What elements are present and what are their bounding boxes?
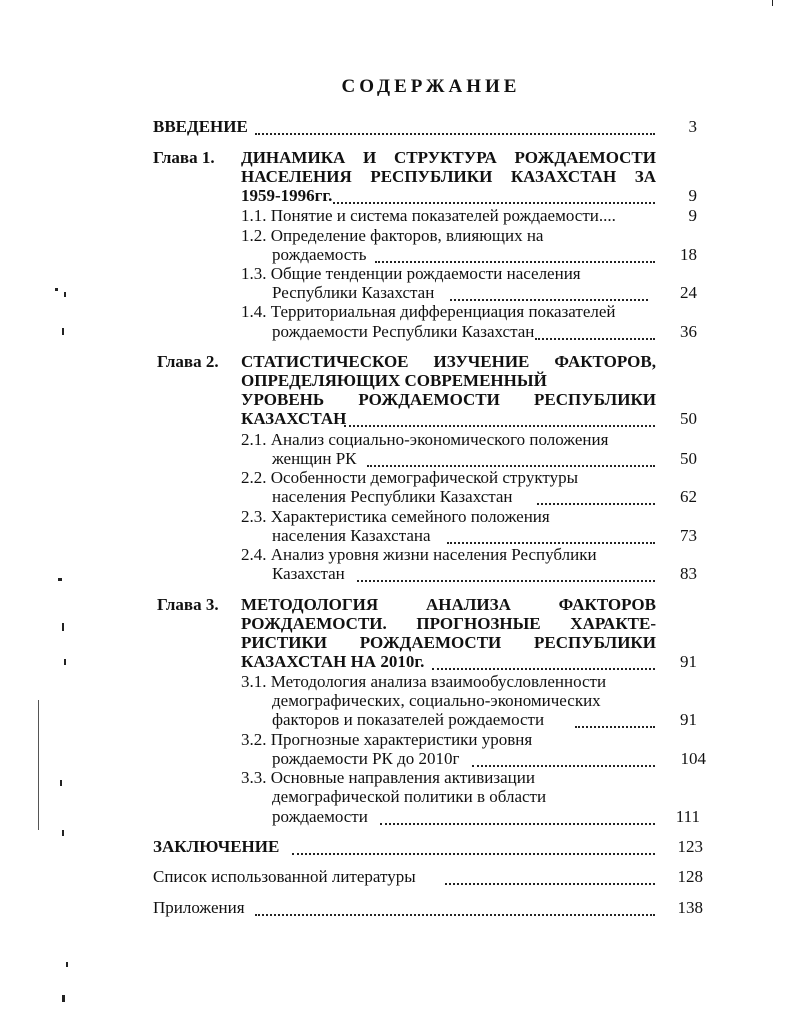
- section-2-1-page: 50: [680, 449, 697, 468]
- dot-leader: [292, 853, 655, 855]
- scan-speck: [62, 328, 64, 335]
- section-2-4-page: 83: [680, 564, 697, 583]
- appendices-page: 138: [677, 898, 703, 917]
- chapter-2-title-line: КАЗАХСТАН: [241, 409, 347, 428]
- chapter-1-title-line: НАСЕЛЕНИЯ РЕСПУБЛИКИ КАЗАХСТАН ЗА: [241, 167, 656, 186]
- dot-leader: [445, 883, 655, 885]
- section-1-2-page: 18: [680, 245, 697, 264]
- section-3-1-cont: демографических, социально-экономических: [272, 691, 601, 710]
- section-1-2: 1.2. Определение факторов, влияющих на: [241, 226, 544, 245]
- intro-page: 3: [688, 117, 697, 136]
- dot-leader: [367, 465, 655, 467]
- dot-leader: [432, 668, 655, 670]
- scan-speck: [62, 830, 64, 836]
- dot-leader: [357, 580, 655, 582]
- chapter-3-title-line: КАЗАХСТАН НА 2010г.: [241, 652, 425, 671]
- section-3-3-page: 111: [675, 807, 700, 826]
- chapter-3-page: 91: [680, 652, 697, 671]
- dot-leader: [344, 425, 655, 427]
- intro-title: ВВЕДЕНИЕ: [153, 117, 248, 136]
- section-1-4: 1.4. Территориальная дифференциация показателей: [241, 302, 616, 321]
- chapter-2-title-line: УРОВЕНЬ РОЖДАЕМОСТИ РЕСПУБЛИКИ: [241, 390, 656, 409]
- section-2-3-page: 73: [680, 526, 697, 545]
- toc-title: СОДЕРЖАНИЕ: [341, 76, 521, 97]
- chapter-1-page: 9: [688, 186, 697, 205]
- chapter-3-title-line: РОЖДАЕМОСТИ. ПРОГНОЗНЫЕ ХАРАКТЕ-: [241, 614, 656, 633]
- section-1-4-page: 36: [680, 322, 697, 341]
- dot-leader: [450, 299, 648, 301]
- dot-leader: [255, 914, 655, 916]
- section-1-1: 1.1. Понятие и система показателей рождаемости....: [241, 206, 616, 225]
- chapter-1-title-line: ДИНАМИКА И СТРУКТУРА РОЖДАЕМОСТИ: [241, 148, 656, 167]
- section-1-4-cont: рождаемости Республики Казахстан: [272, 322, 535, 341]
- scan-speck: [772, 0, 773, 6]
- scan-speck: [58, 578, 62, 581]
- scan-speck: [55, 288, 58, 291]
- scan-speck: [60, 780, 62, 786]
- scan-speck: [64, 292, 66, 297]
- section-1-2-cont: рождаемость: [272, 245, 367, 264]
- section-2-4: 2.4. Анализ уровня жизни населения Республики: [241, 545, 597, 564]
- section-1-3: 1.3. Общие тенденции рождаемости населения: [241, 264, 581, 283]
- chapter-2-page: 50: [680, 409, 697, 428]
- section-1-1-page: 9: [688, 206, 697, 225]
- chapter-3-title-line: РИСТИКИ РОЖДАЕМОСТИ РЕСПУБЛИКИ: [241, 633, 656, 652]
- section-3-1-page: 91: [680, 710, 697, 729]
- section-1-3-page: 24: [680, 283, 697, 302]
- dot-leader: [447, 542, 655, 544]
- scan-speck: [66, 962, 68, 967]
- section-2-2-page: 62: [680, 487, 697, 506]
- section-3-1-cont: факторов и показателей рождаемости: [272, 710, 545, 729]
- scan-speck: [62, 623, 64, 631]
- scan-speck: [64, 659, 66, 665]
- chapter-3-label: Глава 3.: [157, 595, 219, 614]
- section-3-2: 3.2. Прогнозные характеристики уровня: [241, 730, 533, 749]
- references-page: 128: [677, 867, 703, 886]
- section-3-2-cont: рождаемости РК до 2010г: [272, 749, 460, 768]
- section-2-1: 2.1. Анализ социально-экономического положения: [241, 430, 609, 449]
- dot-leader: [333, 202, 655, 204]
- section-2-1-cont: женщин РК: [272, 449, 357, 468]
- dot-leader: [472, 765, 655, 767]
- section-1-3-cont: Республики Казахстан: [272, 283, 435, 302]
- dot-leader: [255, 133, 655, 135]
- dot-leader: [380, 823, 655, 825]
- scan-edge: [38, 700, 39, 830]
- references-title: Список использованной литературы: [153, 867, 416, 886]
- section-2-2-cont: населения Республики Казахстан: [272, 487, 513, 506]
- chapter-2-title-line: ОПРЕДЕЛЯЮЩИХ СОВРЕМЕННЫЙ: [241, 371, 547, 390]
- scan-speck: [62, 995, 65, 1002]
- chapter-2-title-line: СТАТИСТИЧЕСКОЕ ИЗУЧЕНИЕ ФАКТОРОВ,: [241, 352, 656, 371]
- section-3-3: 3.3. Основные направления активизации: [241, 768, 535, 787]
- section-2-3: 2.3. Характеристика семейного положения: [241, 507, 550, 526]
- conclusion-page: 123: [677, 837, 703, 856]
- chapter-2-label: Глава 2.: [157, 352, 219, 371]
- chapter-1-label: Глава 1.: [153, 148, 215, 167]
- section-3-1: 3.1. Методология анализа взаимообусловленности: [241, 672, 607, 691]
- section-3-3-cont: демографической политики в области: [272, 787, 547, 806]
- section-2-2: 2.2. Особенности демографической структуры: [241, 468, 578, 487]
- chapter-3-title-line: МЕТОДОЛОГИЯ АНАЛИЗА ФАКТОРОВ: [241, 595, 656, 614]
- section-3-2-page: 104: [680, 749, 706, 768]
- appendices-title: Приложения: [153, 898, 245, 917]
- section-3-3-cont: рождаемости: [272, 807, 368, 826]
- chapter-1-title-line: 1959-1996гг.: [241, 186, 333, 205]
- conclusion-title: ЗАКЛЮЧЕНИЕ: [153, 837, 280, 856]
- section-2-4-cont: Казахстан: [272, 564, 345, 583]
- section-2-3-cont: населения Казахстана: [272, 526, 431, 545]
- dot-leader: [375, 261, 655, 263]
